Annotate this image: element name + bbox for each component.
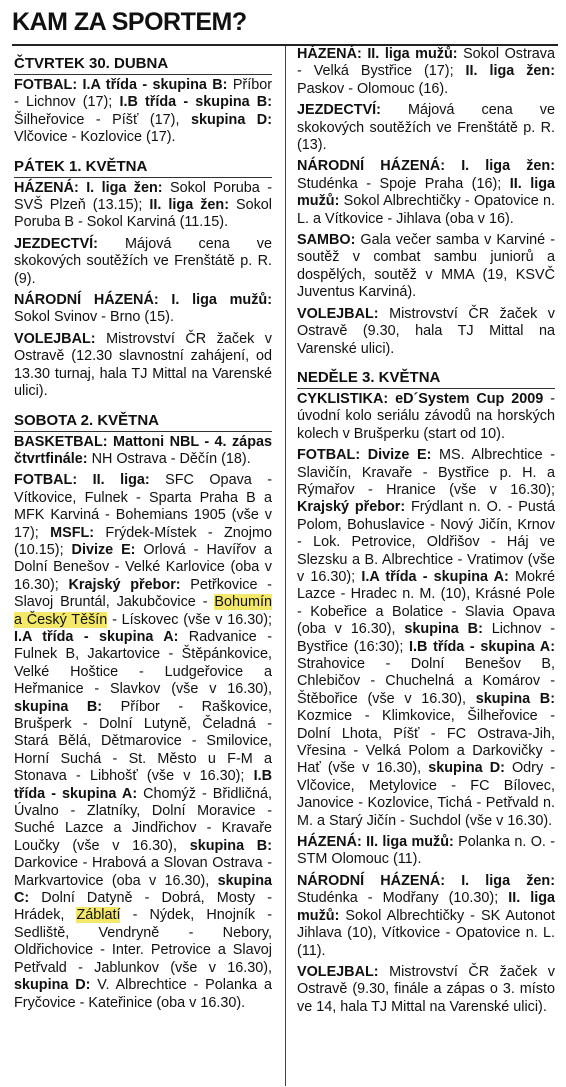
listing-entry: FOTBAL: Divize E: MS. Albrechtice - Slavičín, Kravaře - Bystřice p. H. a Rýmařov - Hranice (vše v 16.30); Krajský přebor: Frýdlant n. O. - Pustá Polom, Bohuslavice - Nový Jičín, Krnov - Lok. Petrovice, Oldřišov - Háj ve Slezsku a B. Albrechtice - Vratimov (vše v 16.30); I.A třída - skupina A: Mokré Lazce - Hradec n. M. (10), Krásné Pole - Kobeřice a Bolatice - Slavia Opava (oba v 16.30), skupina B: Lichnov - Bystřice (16:30); I.B třída - skupina A: Strahovice - Dolní Benešov B, Chlebičov - Chuchelná a Komárov - Štěbořice (vše v 16.30), skupina B: Kozmice - Klimkovice, Šilheřovice - Dolní Lhota, Píšť - FC Ostrava-Jih, Vřesina - Velká Polom a Darkovičky - Hať (vše v 16.30), skupina D: Odry - Vlčovice, Metylovice - FC Bílovec, Janovice - Kozlovice, Tichá - Petřvald n. M. a Starý Jičín - Suchdol (vše v 16.30). — [297, 447, 556, 829]
day-heading: ČTVRTEK 30. DUBNA — [14, 54, 272, 75]
listing-entry: JEZDECTVÍ: Májová cena ve skokových soutěžích ve Frenštátě p. R. (9). — [14, 235, 272, 287]
listing-entry: BASKETBAL: Mattoni NBL - 4. zápas čtvrtfinále: NH Ostrava - Děčín (18). — [14, 433, 272, 467]
page-title: KAM ZA SPORTEM? — [12, 8, 247, 36]
day-heading: SOBOTA 2. KVĚTNA — [14, 411, 272, 432]
left-column — [14, 54, 272, 1016]
listing-entry: JEZDECTVÍ: Májová cena ve skokových soutěžích ve Frenštátě p. R. (13). — [297, 102, 555, 154]
listing-entry: NÁRODNÍ HÁZENÁ: I. liga mužů: Sokol Svinov - Brno (15). — [14, 292, 272, 326]
listing-entry: CYKLISTIKA: eD´System Cup 2009 - úvodní kolo seriálu závodů na horských kolech v Brušperku (start od 10). — [297, 390, 555, 442]
highlighted-text: Záblatí — [76, 907, 121, 924]
listing-entry: VOLEJBAL: Mistrovství ČR žaček v Ostravě (9.30, hala TJ Mittal na Varenské ulici). — [297, 305, 555, 357]
listing-entry: SAMBO: Gala večer samba v Karviné - soutěž v combat sambu juniorů a dospělých, soutěž v MMA (19, KSVČ Juventus Karviná). — [297, 232, 555, 301]
day-heading: PÁTEK 1. KVĚTNA — [14, 157, 272, 178]
listing-entry: FOTBAL: II. liga: SFC Opava - Vítkovice, Fulnek - Sparta Praha B a MFK Karviná - Bohemians 1905 (vše v 17); MSFL: Frýdek-Místek - Znojmo (10.15); Divize E: Orlová - Havířov a Dolní Benešov - Velké Karlovice (oba v 16.30); Krajský přebor: Petřkovice - Slavoj Bruntál, Jakubčovice - Bohumín a Český Těšín - Lískovec (vše v 16.30); I.A třída - skupina A: Radvanice - Fulnek B, Jakartovice - Štěpánkovice, Velké Hoštice - Ludgeřovice a Heřmanice - Slavkov (vše v 16.30), skupina B: Příbor - Raškovice, Brušperk - Dolní Lutyně, Čeladná - Stará Bělá, Dětmarovice - Smilovice, Horní Suchá - St. Město u F-M a Stonava - Libhošť (vše v 16.30); I.B třída - skupina A: Chomýž - Břidličná, Úvalno - Zlatníky, Dolní Moravice - Suché Lazce a Jindřichov - Kravaře Loučky (vše v 16.30), skupina B: Darkovice - Hrabová a Slovan Ostrava - Markvartovice (oba v 16.30), skupina C: Dolní Datyně - Dobrá, Mosty - Hrádek, Záblatí - Nýdek, Hnojník - Sedliště, Vendryně - Nebory, Oldřichovice - Inter. Petrovice a Slavoj Petřvald - Jablunkov (vše v 16.30), skupina D: V. Albrechtice - Polanka a Fryčovice - Kateřinice (oba v 16.30). — [14, 472, 273, 1011]
listing-entry: NÁRODNÍ HÁZENÁ: I. liga žen: Studénka - Spoje Praha (16); II. liga mužů: Sokol Albrechtičky - Opatovice n. L. a Vítkovice - Jihlava (oba v 16). — [297, 158, 556, 227]
listing-entry: FOTBAL: I.A třída - skupina B: Příbor - Lichnov (17); I.B třída - skupina B: Šilheřovice - Píšť (17), skupina D: Vlčovice - Kozlovice (17). — [14, 77, 273, 146]
listing-entry: NÁRODNÍ HÁZENÁ: I. liga žen: Studénka - Modřany (10.30); II. liga mužů: Sokol Albrechtičky - SK Autonot Jihlava (10), Vítkovice - Opatovice n. L. (11). — [297, 872, 556, 959]
right-column — [297, 46, 555, 1020]
listing-entry: HÁZENÁ: II. liga mužů: Sokol Ostrava - Velká Bystřice (17); II. liga žen: Paskov - Olomouc (16). — [297, 46, 555, 97]
listing-entry: HÁZENÁ: I. liga žen: Sokol Poruba - SVŠ Plzeň (13.15); II. liga žen: Sokol Poruba B - Sokol Karviná (11.15). — [14, 179, 272, 231]
listing-entry: HÁZENÁ: II. liga mužů: Polanka n. O. - STM Olomouc (11). — [297, 834, 556, 868]
listing-entry: VOLEJBAL: Mistrovství ČR žaček v Ostravě (9.30, finále a zápas o 3. místo ve 14, hala TJ Mittal na Varenské ulici). — [297, 963, 555, 1015]
listing-entry: VOLEJBAL: Mistrovství ČR žaček v Ostravě (12.30 slavnostní zahájení, od 13.30 turnaj, hala TJ Mittal na Varenské ulici). — [14, 330, 272, 400]
day-heading: NEDĚLE 3. KVĚTNA — [297, 368, 555, 389]
column-divider — [285, 46, 286, 1086]
highlighted-text: Bohumín a Český Těšín — [14, 594, 272, 628]
